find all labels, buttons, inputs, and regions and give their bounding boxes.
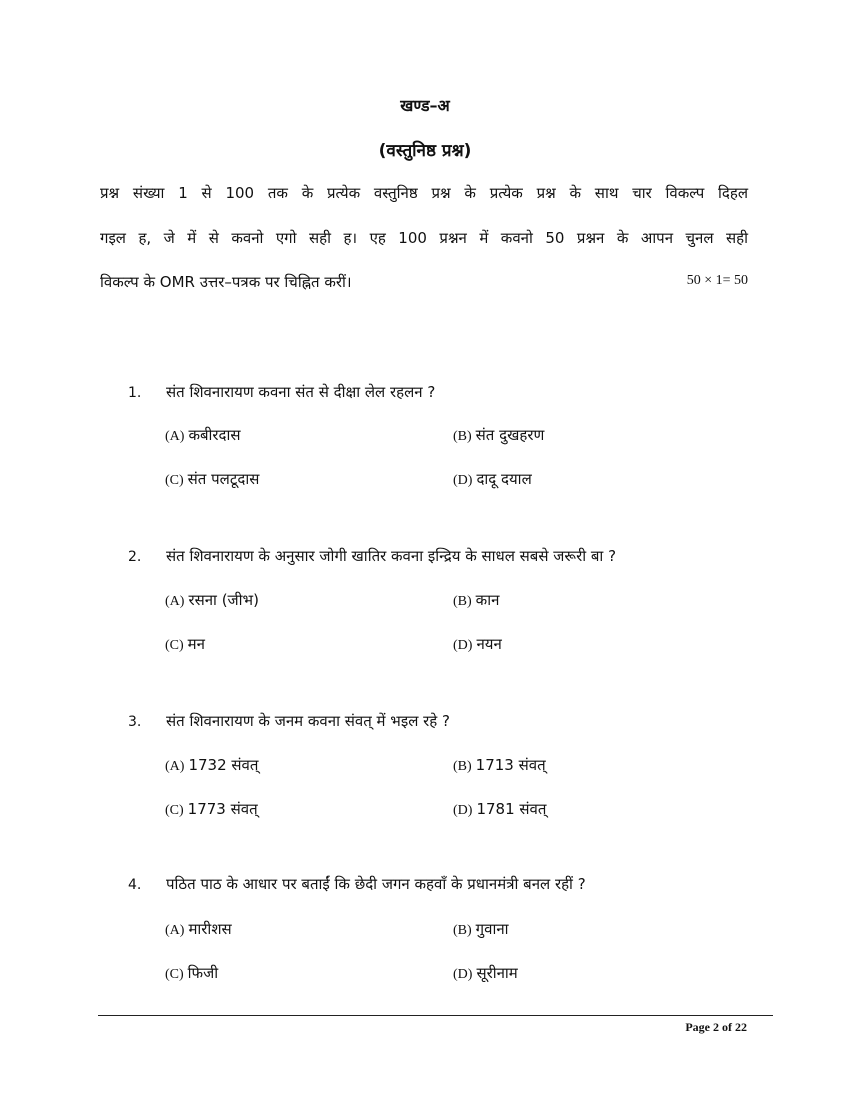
question-text: संत शिवनारायण के अनुसार जोगी खातिर कवना इन्द्रिय के साधल सबसे जरूरी बा ? xyxy=(166,547,617,565)
option-text: फिजी xyxy=(187,964,219,982)
option-label: (A) xyxy=(165,594,185,609)
option-text: सूरीनाम xyxy=(476,964,518,982)
option-a xyxy=(165,590,259,610)
option-text: रसना (जीभ) xyxy=(188,591,259,609)
instructions-line-2: गइल ह, जे में से कवनो एगो सही ह। एह 100 प्रश्नन में कवनो 50 प्रश्नन के आपन चुनल सही xyxy=(100,229,748,247)
option-label: (B) xyxy=(453,923,472,938)
option-d xyxy=(453,963,518,983)
instructions-line-3: विकल्प के OMR उत्तर–पत्रक पर चिह्नित करीं। xyxy=(100,273,352,291)
option-label: (C) xyxy=(165,967,184,982)
option-c xyxy=(165,634,205,654)
option-b xyxy=(453,755,546,775)
option-label: (C) xyxy=(165,803,184,818)
option-d xyxy=(453,799,546,819)
option-text: मन xyxy=(187,635,205,653)
option-label: (D) xyxy=(453,803,473,818)
option-label: (A) xyxy=(165,923,185,938)
option-label: (B) xyxy=(453,429,472,444)
option-text: 1713 संवत् xyxy=(475,756,546,774)
option-label: (C) xyxy=(165,638,184,653)
option-text: कबीरदास xyxy=(188,426,241,444)
option-b xyxy=(453,590,499,610)
question-number: 1. xyxy=(128,385,142,401)
option-a xyxy=(165,919,232,939)
option-text: दादू दयाल xyxy=(476,470,532,488)
option-label: (A) xyxy=(165,429,185,444)
option-c xyxy=(165,963,218,983)
option-text: संत पलटूदास xyxy=(187,470,260,488)
option-label: (D) xyxy=(453,473,473,488)
option-c xyxy=(165,469,259,489)
page-number: Page 2 of 22 xyxy=(685,1020,747,1034)
option-label: (D) xyxy=(453,967,473,982)
option-label: (A) xyxy=(165,759,185,774)
option-d xyxy=(453,634,502,654)
question-number: 3. xyxy=(128,714,142,730)
option-a xyxy=(165,755,258,775)
question-text: संत शिवनारायण के जनम कवना संवत् में भइल रहे ? xyxy=(166,712,450,730)
option-text: नयन xyxy=(476,635,502,653)
section-title: खण्ड–अ xyxy=(400,96,450,115)
question-text: पठित पाठ के आधार पर बताईं कि छेदी जगन कहवाँ के प्रधानमंत्री बनल रहीं ? xyxy=(166,875,586,893)
option-text: 1773 संवत् xyxy=(187,800,258,818)
option-text: संत दुखहरण xyxy=(475,426,545,444)
option-label: (D) xyxy=(453,638,473,653)
option-text: कान xyxy=(475,591,500,609)
question-number: 4. xyxy=(128,877,142,893)
option-c xyxy=(165,799,258,819)
instructions-line-1: प्रश्न संख्या 1 से 100 तक के प्रत्येक वस्तुनिष्ठ प्रश्न के प्रत्येक प्रश्न के साथ चार विकल्प दिहल xyxy=(100,184,748,202)
option-label: (C) xyxy=(165,473,184,488)
option-a xyxy=(165,425,241,445)
option-text: मारीशस xyxy=(188,920,232,938)
question-number: 2. xyxy=(128,549,142,565)
option-text: 1781 संवत् xyxy=(476,800,547,818)
option-b xyxy=(453,425,544,445)
option-text: 1732 संवत् xyxy=(188,756,259,774)
option-label: (B) xyxy=(453,759,472,774)
option-text: गुवाना xyxy=(475,920,509,938)
question-text: संत शिवनारायण कवना संत से दीक्षा लेल रहलन ? xyxy=(166,383,436,401)
footer-rule xyxy=(98,1015,773,1016)
marks-distribution: 50 × 1= 50 xyxy=(686,273,748,288)
option-label: (B) xyxy=(453,594,472,609)
section-subtitle: (वस्तुनिष्ठ प्रश्न) xyxy=(378,141,472,161)
option-b xyxy=(453,919,509,939)
option-d xyxy=(453,469,532,489)
